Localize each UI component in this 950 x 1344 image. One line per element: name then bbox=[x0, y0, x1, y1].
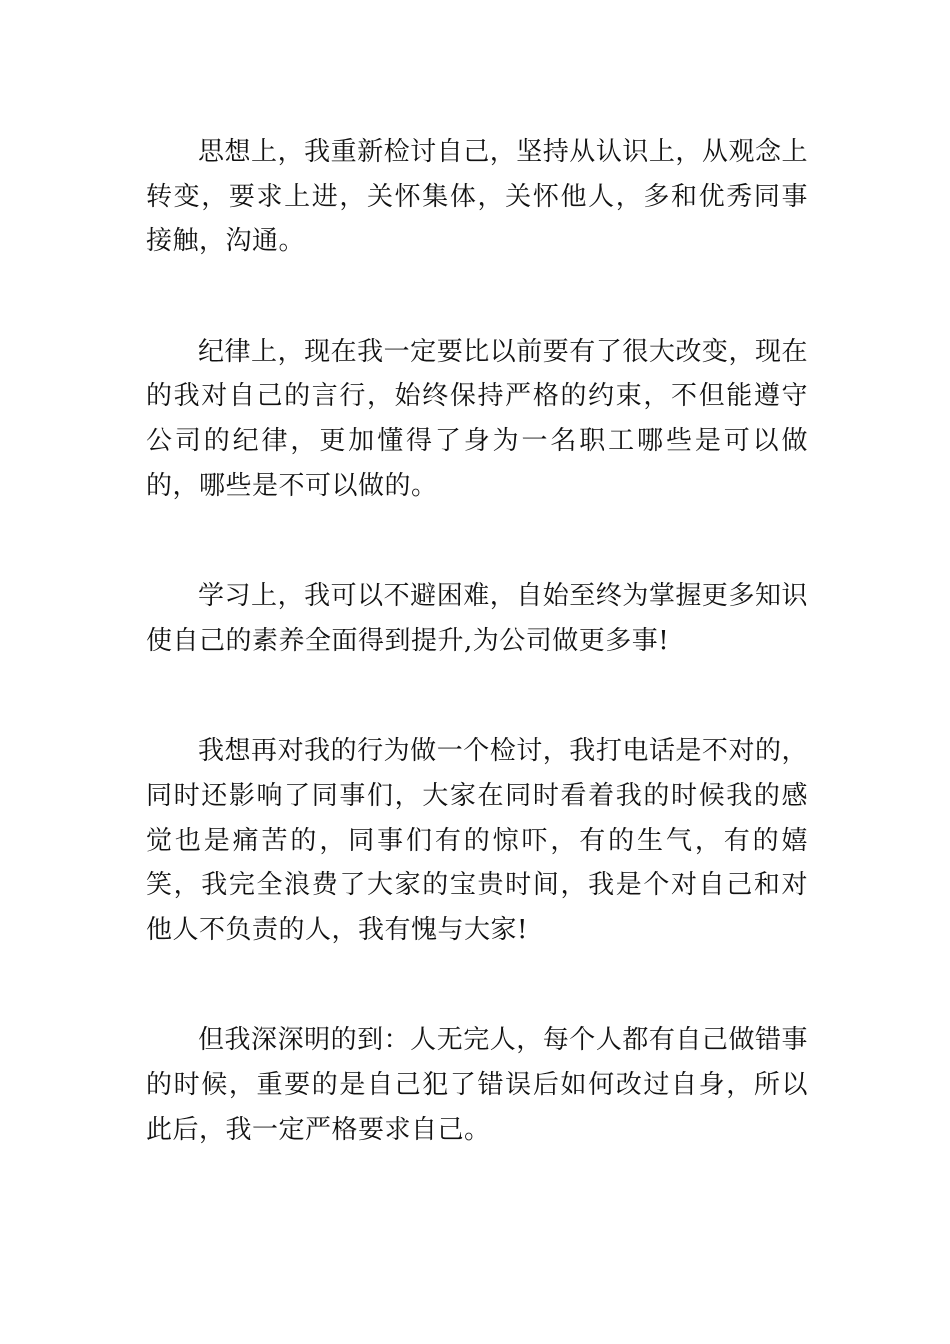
paragraph-self-review: 我想再对我的行为做一个检讨，我打电话是不对的，同时还影响了同事们，大家在同时看着我的时候我的感觉也是痛苦的，同事们有的惊吓，有的生气，有的嬉笑，我完全浪费了大家的宝贵时间，我是个对自己和对他人不负责的人，我有愧与大家! bbox=[146, 736, 808, 945]
paragraph-conclusion: 但我深深明的到：人无完人，每个人都有自己做错事的时候，重要的是自己犯了错误后如何改过自身，所以此后，我一定严格要求自己。 bbox=[146, 1025, 808, 1145]
document-body bbox=[146, 130, 808, 1152]
paragraph-discipline: 纪律上，现在我一定要比以前要有了很大改变，现在的我对自己的言行，始终保持严格的约束，不但能遵守公司的纪律，更加懂得了身为一名职工哪些是可以做的，哪些是不可以做的。 bbox=[146, 336, 808, 501]
paragraph-study: 学习上，我可以不避困难，自始至终为掌握更多知识使自己的素养全面得到提升,为公司做更多事! bbox=[146, 581, 808, 656]
paragraph-thought: 思想上，我重新检讨自己，坚持从认识上，从观念上转变，要求上进，关怀集体，关怀他人，多和优秀同事接触，沟通。 bbox=[146, 137, 808, 257]
